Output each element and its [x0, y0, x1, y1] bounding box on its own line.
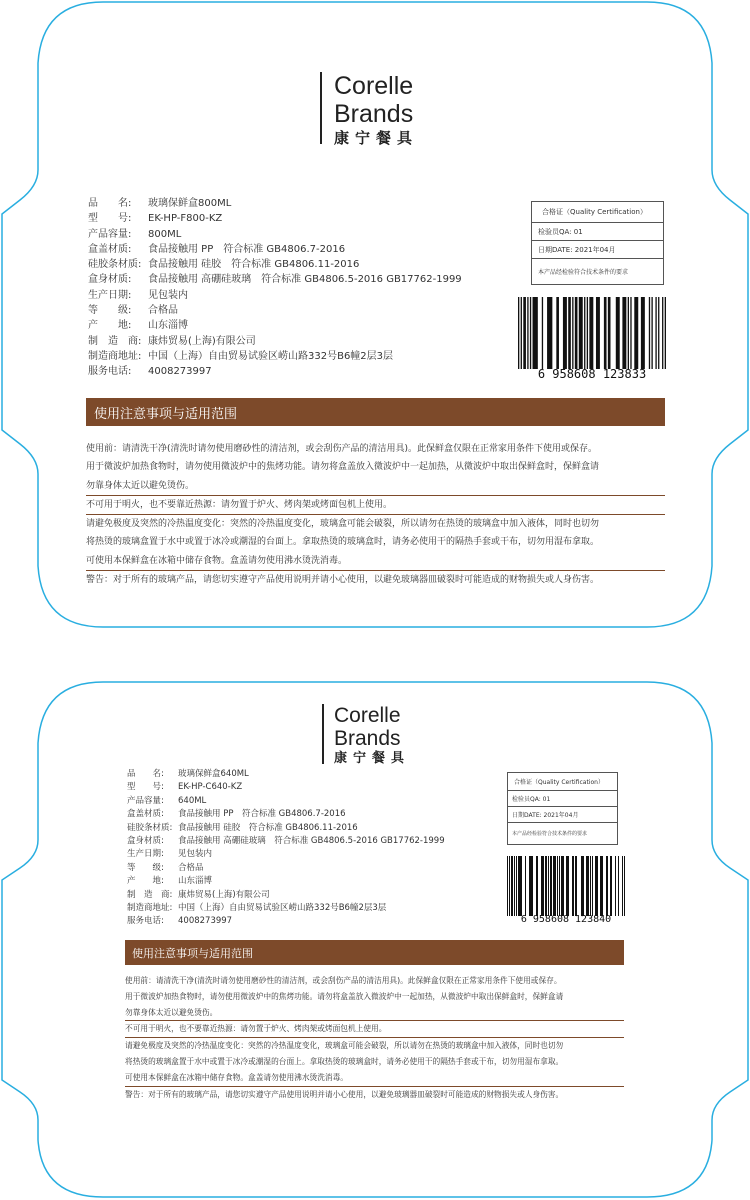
barcode-bar [658, 297, 659, 369]
notes-heading [125, 940, 624, 965]
barcode-bar [518, 856, 522, 916]
spec-key: 生产日期: [88, 289, 132, 301]
spec-row [88, 272, 462, 287]
spec-value: 食品接触用 硅胶 符合标准 GB4806.11-2016 [148, 259, 360, 271]
spec-value: 食品接触用 PP 符合标准 GB4806.7-2016 [148, 243, 346, 255]
barcode-bar [665, 297, 666, 369]
barcode-bar [651, 297, 652, 369]
spec-key: 制 造 商: [88, 335, 142, 347]
spec-key: 制 造 商: [127, 889, 173, 900]
barcode-bar [655, 297, 656, 369]
spec-key: 产 地: [88, 320, 132, 332]
brand-name-cn: 康宁餐具 [334, 129, 419, 147]
spec-key: 盒盖材质: [88, 243, 132, 255]
spec-key: 等 级: [88, 305, 132, 317]
spec-row [88, 364, 462, 379]
barcode-bar [529, 856, 533, 916]
brand-name-en-line1: Corelle [334, 704, 401, 727]
spec-key: 品 名: [127, 769, 164, 779]
spec-value: 食品接触用 高硼硅玻璃 符合标准 GB4806.5-2016 GB17762-1999 [178, 836, 445, 847]
spec-value: EK-HP-F800-KZ [148, 213, 223, 225]
usage-note-line: 请避免极度及突然的冷热温度变化：突然的冷热温度变化，玻璃盒可能会破裂，所以请勿在热烫的玻璃盒中加入液体，同时也切勿 [125, 1041, 564, 1051]
barcode-bar [550, 856, 552, 916]
cert-date: 日期DATE: 2021年04月 [532, 241, 663, 259]
spec-row [127, 889, 445, 902]
barcode-bar [662, 297, 663, 369]
spec-value: 4008273997 [148, 366, 212, 378]
usage-note-line: 用于微波炉加热食物时，请勿使用微波炉中的焦烤功能。请勿将盒盖放入微波炉中一起加热，从微波炉中取出保鲜盒时，保鲜盒请 [86, 462, 600, 473]
cert-statement: 本产品经检验符合技术条件的要求 [538, 269, 629, 276]
spec-value: EK-HP-C640-KZ [178, 782, 243, 793]
barcode-bar [575, 297, 578, 369]
usage-notes [86, 440, 665, 589]
spec-key: 等 级: [127, 862, 164, 873]
usage-note-line: 警告：对于所有的玻璃产品，请您切实遵守产品使用说明并请小心使用，以避免玻璃器皿破裂时可能造成的财物损失或人身伤害。 [86, 575, 600, 586]
usage-note-line: 勿靠身体太近以避免烫伤。 [86, 477, 665, 496]
barcode-bar [624, 856, 625, 916]
spec-key: 产品容量: [88, 228, 132, 240]
spec-value: 合格品 [148, 305, 178, 317]
barcode-bar [563, 297, 567, 369]
spec-key: 型 号: [88, 213, 132, 225]
spec-value: 中国（上海）自由贸易试验区崂山路332号B6幢2层3层 [178, 903, 387, 914]
usage-note-line: 请避免极度及突然的冷热温度变化：突然的冷热温度变化，玻璃盒可能会破裂，所以请勿在热烫的玻璃盒中加入液体，同时也切勿 [86, 519, 600, 530]
quality-certificate [531, 201, 664, 285]
usage-note-line: 将热烫的玻璃盒置于水中或置于冰冷或潮湿的台面上。拿取热烫的玻璃盒时，请务必使用干的隔热手套或干布，切勿用湿布拿取。 [86, 537, 600, 548]
barcode-bars [518, 297, 666, 369]
barcode-bar [592, 856, 593, 916]
cert-inspector: 检验员QA: 01 [532, 223, 663, 241]
spec-key: 制造商地址: [88, 350, 142, 362]
cert-statement: 本产品经检验符合技术条件的要求 [512, 831, 588, 837]
cert-date: 日期DATE: 2021年04月 [508, 807, 617, 823]
spec-row [127, 808, 445, 821]
spec-row [88, 318, 462, 333]
notes-heading-text: 使用注意事项与适用范围 [132, 946, 253, 960]
barcode-bar [606, 856, 608, 916]
spec-key: 盒盖材质: [127, 809, 164, 820]
spec-row [88, 257, 462, 272]
barcode-bar [610, 856, 612, 916]
spec-key: 服务电话: [127, 916, 164, 927]
usage-note-line: 用于微波炉加热食物时，请勿使用微波炉中的焦烤功能。请勿将盒盖放入微波炉中一起加热，从微波炉中取出保鲜盒时，保鲜盒请 [125, 991, 564, 1001]
spec-value: 康炜贸易(上海)有限公司 [178, 889, 270, 900]
spec-value: 食品接触用 高硼硅玻璃 符合标准 GB4806.5-2016 GB17762-1999 [148, 274, 462, 286]
barcode-bar [533, 297, 538, 369]
cert-inspector: 检验员QA: 01 [508, 791, 617, 807]
barcode [507, 856, 625, 925]
spec-row [127, 822, 445, 835]
spec-row [127, 848, 445, 861]
usage-note-line: 可使用本保鲜盒在冰箱中储存食物。盒盖请勿使用沸水烫洗消毒。 [86, 552, 665, 571]
barcode-bar [568, 297, 571, 369]
brand-logo [320, 72, 418, 148]
logo-bar [320, 72, 322, 144]
spec-value: 玻璃保鲜盒800ML [148, 198, 232, 209]
barcode-bar [511, 856, 513, 916]
barcode-bar [595, 856, 598, 916]
barcode-bar [586, 856, 589, 916]
spec-value: 800ML [148, 228, 182, 240]
barcode-bar [559, 856, 560, 916]
barcode-bar [622, 297, 626, 369]
spec-row [88, 303, 462, 318]
spec-key: 产 地: [127, 876, 164, 887]
spec-value: 640ML [178, 795, 207, 806]
barcode-bar [516, 856, 517, 916]
spec-row [127, 781, 445, 794]
usage-note-line: 警告：对于所有的玻璃产品，请您切实遵守产品使用说明并请小心使用，以避免玻璃器皿破裂时可能造成的财物损失或人身伤害。 [125, 1089, 564, 1099]
barcode-bar [604, 297, 607, 369]
notes-heading-text: 使用注意事项与适用范围 [94, 406, 238, 422]
barcode-bar [634, 297, 638, 369]
barcode-bar [545, 856, 547, 916]
usage-notes [125, 973, 624, 1102]
label-panel-640ml [0, 680, 750, 1200]
barcode-bar [608, 297, 611, 369]
spec-row [88, 288, 462, 303]
spec-value: 中国（上海）自由贸易试验区崂山路332号B6幢2层3层 [148, 350, 394, 362]
barcode-bar [616, 297, 620, 369]
barcode-bar [530, 297, 531, 369]
spec-key: 品 名: [88, 198, 132, 209]
barcode-bar [615, 856, 616, 916]
barcode-digits: 6 958608 123833 [537, 367, 647, 381]
barcode-bar [572, 856, 574, 916]
notes-heading [86, 398, 665, 426]
barcode-bar [566, 856, 569, 916]
barcode-bar [521, 297, 522, 369]
barcode-bar [572, 297, 573, 369]
barcode-bar [556, 297, 559, 369]
usage-note-line: 勿靠身体太近以避免烫伤。 [125, 1005, 624, 1022]
spec-value: 食品接触用 PP 符合标准 GB4806.7-2016 [178, 809, 346, 820]
spec-key: 盒身材质: [88, 274, 132, 286]
spec-key: 型 号: [127, 782, 164, 793]
spec-value: 见包装内 [178, 849, 213, 860]
usage-note-line: 不可用于明火，也不要靠近热源：请勿置于炉火、烤肉架或烤面包机上使用。 [86, 496, 665, 515]
barcode-bar [561, 856, 564, 916]
spec-value: 山东淄博 [148, 320, 188, 332]
spec-row [127, 795, 445, 808]
quality-certificate [507, 772, 618, 845]
spec-row [127, 862, 445, 875]
barcode-bar [507, 856, 508, 916]
spec-row [127, 768, 445, 781]
spec-key: 产品容量: [127, 795, 164, 806]
usage-note-line: 将热烫的玻璃盒置于水中或置于冰冷或潮湿的台面上。拿取热烫的玻璃盒时，请务必使用干的隔热手套或干布，切勿用湿布拿取。 [125, 1056, 564, 1066]
barcode-bar [618, 856, 619, 916]
barcode-bar [596, 297, 600, 369]
logo-bar [322, 704, 324, 764]
spec-row [88, 349, 462, 364]
usage-note-line: 不可用于明火，也不要靠近热源：请勿置于炉火、烤肉架或烤面包机上使用。 [125, 1021, 624, 1038]
barcode-bar [541, 856, 544, 916]
spec-row [88, 242, 462, 257]
spec-row [127, 902, 445, 915]
barcode-bar [575, 856, 577, 916]
barcode-bar [548, 856, 549, 916]
barcode-bar [579, 297, 583, 369]
spec-key: 盒身材质: [127, 836, 164, 847]
brand-logo [322, 704, 410, 767]
spec-key: 硅胶条材质: [88, 259, 142, 271]
spec-value: 山东淄博 [178, 876, 213, 887]
spec-row [127, 835, 445, 848]
spec-row [127, 915, 445, 928]
barcode-bar [536, 856, 538, 916]
barcode-bar [581, 856, 584, 916]
cert-title: 合格证（Quality Certification） [508, 773, 617, 791]
barcode-bar [600, 856, 603, 916]
barcode-bar [527, 297, 528, 369]
spec-value: 食品接触用 硅胶 符合标准 GB4806.11-2016 [178, 822, 358, 833]
brand-name-en-line2: Brands [334, 727, 401, 750]
spec-key: 服务电话: [88, 366, 132, 378]
spec-row [88, 196, 462, 211]
cert-title: 合格证（Quality Certification） [532, 202, 663, 223]
barcode-bar [557, 856, 558, 916]
barcode-bar [523, 297, 526, 369]
barcode-bar [542, 297, 543, 369]
barcode-bar [518, 297, 519, 369]
barcode-bar [649, 297, 650, 369]
spec-row [127, 875, 445, 888]
spec-row [88, 334, 462, 349]
spec-key: 硅胶条材质: [127, 822, 173, 833]
barcode-bar [553, 856, 556, 916]
barcode-digits: 6 958608 123840 [520, 914, 612, 925]
spec-value: 4008273997 [178, 916, 233, 927]
barcode-bar [641, 297, 645, 369]
usage-note-line: 使用前：请清洗干净(清洗时请勿使用磨砂性的清洁剂，或会刮伤产品的清洁用具)。此保鲜盒仅限在正常家用条件下使用或保存。 [125, 976, 562, 985]
spec-row [88, 227, 462, 242]
spec-list [88, 196, 462, 380]
brand-name-cn: 康宁餐具 [334, 751, 411, 766]
barcode-bar [589, 297, 593, 369]
barcode-bar [525, 856, 526, 916]
barcode-bar [547, 297, 552, 369]
spec-key: 制造商地址: [127, 903, 173, 914]
spec-value: 合格品 [178, 862, 204, 873]
spec-value: 康炜贸易(上海)有限公司 [148, 335, 256, 347]
usage-note-line: 可使用本保鲜盒在冰箱中储存食物。盒盖请勿使用沸水烫洗消毒。 [125, 1070, 624, 1087]
barcode-bar [587, 297, 588, 369]
barcode-bars [507, 856, 625, 916]
barcode-bar [630, 297, 631, 369]
spec-list [127, 768, 445, 929]
barcode-bar [590, 856, 591, 916]
barcode-bar [509, 856, 510, 916]
brand-name-en-line2: Brands [334, 100, 414, 128]
brand-name-en-line1: Corelle [334, 72, 414, 100]
barcode-bar [628, 297, 629, 369]
spec-key: 生产日期: [127, 849, 164, 860]
usage-note-line: 使用前：请清洗干净(清洗时请勿使用磨砂性的清洁剂，或会刮伤产品的清洁用具)。此保鲜盒仅限在正常家用条件下使用或保存。 [86, 444, 598, 454]
spec-value: 见包装内 [148, 289, 188, 301]
barcode [518, 297, 666, 381]
barcode-bar [514, 856, 515, 916]
barcode-bar [584, 297, 585, 369]
spec-row [88, 211, 462, 226]
barcode-bar [622, 856, 623, 916]
spec-value: 玻璃保鲜盒640ML [178, 769, 249, 779]
